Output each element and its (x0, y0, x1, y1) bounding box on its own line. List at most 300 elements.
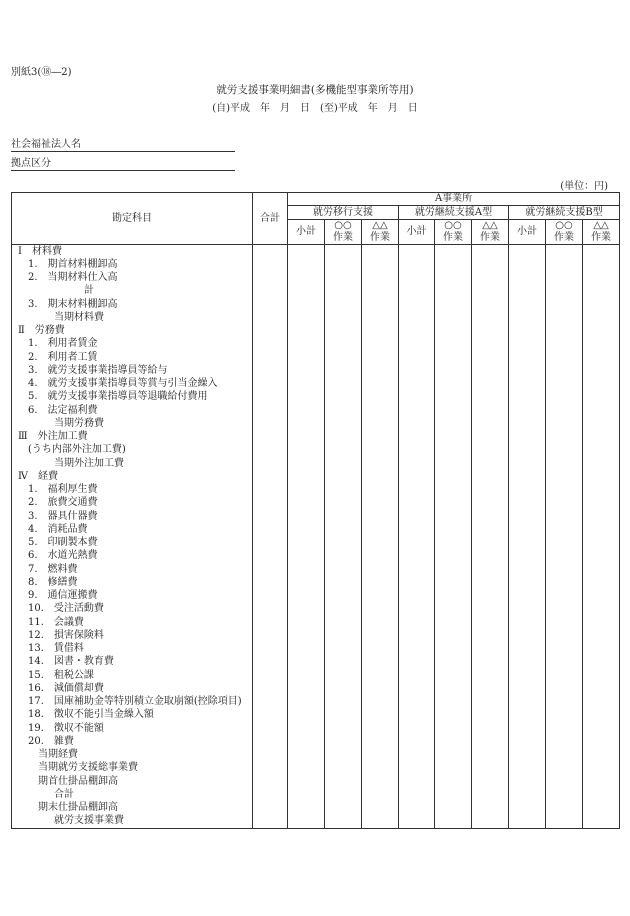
amount-cell[interactable] (546, 643, 583, 656)
amount-cell[interactable] (435, 643, 472, 656)
amount-cell[interactable] (509, 431, 546, 444)
amount-cell[interactable] (435, 603, 472, 616)
amount-cell[interactable] (399, 298, 435, 311)
amount-cell[interactable] (546, 444, 583, 457)
amount-cell[interactable] (583, 364, 620, 377)
amount-cell[interactable] (288, 272, 325, 285)
amount-cell[interactable] (472, 656, 509, 669)
total-cell[interactable] (253, 245, 288, 259)
amount-cell[interactable] (288, 391, 325, 404)
amount-cell[interactable] (583, 775, 620, 788)
amount-cell[interactable] (472, 391, 509, 404)
amount-cell[interactable] (509, 285, 546, 298)
amount-cell[interactable] (546, 537, 583, 550)
amount-cell[interactable] (288, 709, 325, 722)
amount-cell[interactable] (472, 272, 509, 285)
amount-cell[interactable] (583, 762, 620, 775)
amount-cell[interactable] (325, 431, 362, 444)
amount-cell[interactable] (546, 669, 583, 682)
amount-cell[interactable] (472, 775, 509, 788)
amount-cell[interactable] (435, 788, 472, 801)
amount-cell[interactable] (509, 245, 546, 259)
amount-cell[interactable] (288, 590, 325, 603)
amount-cell[interactable] (399, 378, 435, 391)
total-cell[interactable] (253, 272, 288, 285)
amount-cell[interactable] (509, 311, 546, 324)
amount-cell[interactable] (399, 245, 435, 259)
amount-cell[interactable] (583, 616, 620, 629)
amount-cell[interactable] (509, 682, 546, 695)
amount-cell[interactable] (288, 696, 325, 709)
amount-cell[interactable] (509, 722, 546, 735)
amount-cell[interactable] (435, 497, 472, 510)
total-cell[interactable] (253, 802, 288, 815)
amount-cell[interactable] (583, 722, 620, 735)
amount-cell[interactable] (472, 749, 509, 762)
amount-cell[interactable] (546, 603, 583, 616)
amount-cell[interactable] (546, 351, 583, 364)
amount-cell[interactable] (362, 285, 399, 298)
total-cell[interactable] (253, 749, 288, 762)
amount-cell[interactable] (399, 470, 435, 483)
amount-cell[interactable] (509, 298, 546, 311)
amount-cell[interactable] (325, 285, 362, 298)
amount-cell[interactable] (325, 749, 362, 762)
amount-cell[interactable] (472, 351, 509, 364)
amount-cell[interactable] (583, 457, 620, 470)
total-cell[interactable] (253, 537, 288, 550)
amount-cell[interactable] (509, 258, 546, 271)
amount-cell[interactable] (362, 258, 399, 271)
amount-cell[interactable] (288, 735, 325, 748)
amount-cell[interactable] (362, 682, 399, 695)
amount-cell[interactable] (509, 378, 546, 391)
amount-cell[interactable] (546, 484, 583, 497)
amount-cell[interactable] (509, 404, 546, 417)
amount-cell[interactable] (362, 510, 399, 523)
amount-cell[interactable] (288, 616, 325, 629)
amount-cell[interactable] (472, 669, 509, 682)
amount-cell[interactable] (399, 510, 435, 523)
amount-cell[interactable] (435, 563, 472, 576)
amount-cell[interactable] (325, 590, 362, 603)
amount-cell[interactable] (472, 603, 509, 616)
amount-cell[interactable] (325, 576, 362, 589)
amount-cell[interactable] (362, 709, 399, 722)
amount-cell[interactable] (472, 470, 509, 483)
amount-cell[interactable] (325, 404, 362, 417)
amount-cell[interactable] (399, 815, 435, 829)
amount-cell[interactable] (509, 669, 546, 682)
amount-cell[interactable] (399, 709, 435, 722)
amount-cell[interactable] (399, 775, 435, 788)
total-cell[interactable] (253, 788, 288, 801)
amount-cell[interactable] (288, 722, 325, 735)
amount-cell[interactable] (435, 431, 472, 444)
amount-cell[interactable] (472, 682, 509, 695)
amount-cell[interactable] (362, 550, 399, 563)
amount-cell[interactable] (362, 431, 399, 444)
amount-cell[interactable] (362, 815, 399, 829)
amount-cell[interactable] (288, 245, 325, 259)
amount-cell[interactable] (435, 378, 472, 391)
amount-cell[interactable] (325, 616, 362, 629)
amount-cell[interactable] (362, 722, 399, 735)
amount-cell[interactable] (509, 696, 546, 709)
amount-cell[interactable] (583, 696, 620, 709)
total-cell[interactable] (253, 378, 288, 391)
amount-cell[interactable] (325, 470, 362, 483)
amount-cell[interactable] (435, 802, 472, 815)
amount-cell[interactable] (288, 629, 325, 642)
amount-cell[interactable] (288, 563, 325, 576)
total-cell[interactable] (253, 762, 288, 775)
total-cell[interactable] (253, 325, 288, 338)
amount-cell[interactable] (472, 550, 509, 563)
amount-cell[interactable] (362, 245, 399, 259)
amount-cell[interactable] (325, 510, 362, 523)
amount-cell[interactable] (288, 457, 325, 470)
amount-cell[interactable] (399, 788, 435, 801)
amount-cell[interactable] (362, 643, 399, 656)
amount-cell[interactable] (546, 391, 583, 404)
amount-cell[interactable] (288, 364, 325, 377)
amount-cell[interactable] (325, 643, 362, 656)
amount-cell[interactable] (399, 603, 435, 616)
amount-cell[interactable] (362, 484, 399, 497)
amount-cell[interactable] (546, 258, 583, 271)
amount-cell[interactable] (583, 788, 620, 801)
amount-cell[interactable] (325, 788, 362, 801)
amount-cell[interactable] (472, 444, 509, 457)
amount-cell[interactable] (472, 735, 509, 748)
amount-cell[interactable] (472, 576, 509, 589)
amount-cell[interactable] (472, 629, 509, 642)
amount-cell[interactable] (362, 523, 399, 536)
total-cell[interactable] (253, 563, 288, 576)
amount-cell[interactable] (362, 669, 399, 682)
amount-cell[interactable] (399, 669, 435, 682)
amount-cell[interactable] (435, 762, 472, 775)
amount-cell[interactable] (509, 603, 546, 616)
amount-cell[interactable] (362, 404, 399, 417)
amount-cell[interactable] (399, 417, 435, 430)
amount-cell[interactable] (472, 722, 509, 735)
amount-cell[interactable] (288, 669, 325, 682)
amount-cell[interactable] (472, 245, 509, 259)
amount-cell[interactable] (435, 338, 472, 351)
amount-cell[interactable] (583, 497, 620, 510)
amount-cell[interactable] (472, 537, 509, 550)
amount-cell[interactable] (546, 245, 583, 259)
total-cell[interactable] (253, 735, 288, 748)
amount-cell[interactable] (546, 523, 583, 536)
amount-cell[interactable] (362, 391, 399, 404)
amount-cell[interactable] (325, 709, 362, 722)
amount-cell[interactable] (435, 510, 472, 523)
amount-cell[interactable] (472, 762, 509, 775)
amount-cell[interactable] (546, 563, 583, 576)
amount-cell[interactable] (288, 311, 325, 324)
amount-cell[interactable] (325, 603, 362, 616)
amount-cell[interactable] (509, 643, 546, 656)
amount-cell[interactable] (583, 709, 620, 722)
amount-cell[interactable] (362, 470, 399, 483)
amount-cell[interactable] (362, 576, 399, 589)
amount-cell[interactable] (472, 643, 509, 656)
amount-cell[interactable] (435, 484, 472, 497)
amount-cell[interactable] (288, 656, 325, 669)
amount-cell[interactable] (399, 391, 435, 404)
amount-cell[interactable] (546, 788, 583, 801)
amount-cell[interactable] (288, 470, 325, 483)
amount-cell[interactable] (399, 563, 435, 576)
amount-cell[interactable] (399, 590, 435, 603)
amount-cell[interactable] (509, 802, 546, 815)
amount-cell[interactable] (362, 457, 399, 470)
amount-cell[interactable] (546, 749, 583, 762)
amount-cell[interactable] (583, 391, 620, 404)
amount-cell[interactable] (325, 298, 362, 311)
amount-cell[interactable] (325, 537, 362, 550)
total-cell[interactable] (253, 775, 288, 788)
amount-cell[interactable] (583, 484, 620, 497)
amount-cell[interactable] (325, 762, 362, 775)
amount-cell[interactable] (546, 431, 583, 444)
amount-cell[interactable] (362, 417, 399, 430)
amount-cell[interactable] (583, 245, 620, 259)
amount-cell[interactable] (399, 762, 435, 775)
amount-cell[interactable] (288, 325, 325, 338)
amount-cell[interactable] (325, 775, 362, 788)
amount-cell[interactable] (509, 576, 546, 589)
total-cell[interactable] (253, 550, 288, 563)
amount-cell[interactable] (583, 378, 620, 391)
amount-cell[interactable] (472, 484, 509, 497)
amount-cell[interactable] (325, 457, 362, 470)
total-cell[interactable] (253, 669, 288, 682)
amount-cell[interactable] (509, 497, 546, 510)
total-cell[interactable] (253, 722, 288, 735)
amount-cell[interactable] (399, 351, 435, 364)
amount-cell[interactable] (583, 537, 620, 550)
amount-cell[interactable] (325, 444, 362, 457)
amount-cell[interactable] (546, 696, 583, 709)
amount-cell[interactable] (546, 590, 583, 603)
amount-cell[interactable] (435, 245, 472, 259)
amount-cell[interactable] (546, 550, 583, 563)
amount-cell[interactable] (509, 788, 546, 801)
amount-cell[interactable] (546, 616, 583, 629)
amount-cell[interactable] (399, 682, 435, 695)
amount-cell[interactable] (288, 298, 325, 311)
amount-cell[interactable] (583, 325, 620, 338)
amount-cell[interactable] (399, 550, 435, 563)
total-cell[interactable] (253, 696, 288, 709)
amount-cell[interactable] (288, 404, 325, 417)
amount-cell[interactable] (325, 802, 362, 815)
amount-cell[interactable] (583, 563, 620, 576)
amount-cell[interactable] (362, 802, 399, 815)
amount-cell[interactable] (546, 709, 583, 722)
amount-cell[interactable] (435, 590, 472, 603)
amount-cell[interactable] (435, 735, 472, 748)
amount-cell[interactable] (399, 497, 435, 510)
amount-cell[interactable] (362, 272, 399, 285)
amount-cell[interactable] (546, 775, 583, 788)
amount-cell[interactable] (325, 629, 362, 642)
amount-cell[interactable] (362, 616, 399, 629)
amount-cell[interactable] (288, 258, 325, 271)
amount-cell[interactable] (546, 364, 583, 377)
amount-cell[interactable] (509, 629, 546, 642)
amount-cell[interactable] (325, 311, 362, 324)
amount-cell[interactable] (546, 470, 583, 483)
amount-cell[interactable] (546, 722, 583, 735)
amount-cell[interactable] (399, 749, 435, 762)
corp-name-field[interactable] (11, 138, 235, 152)
total-cell[interactable] (253, 258, 288, 271)
amount-cell[interactable] (362, 298, 399, 311)
amount-cell[interactable] (399, 325, 435, 338)
amount-cell[interactable] (546, 298, 583, 311)
amount-cell[interactable] (325, 550, 362, 563)
amount-cell[interactable] (435, 364, 472, 377)
amount-cell[interactable] (288, 285, 325, 298)
amount-cell[interactable] (509, 537, 546, 550)
total-cell[interactable] (253, 656, 288, 669)
amount-cell[interactable] (583, 311, 620, 324)
total-cell[interactable] (253, 590, 288, 603)
amount-cell[interactable] (435, 258, 472, 271)
amount-cell[interactable] (509, 775, 546, 788)
amount-cell[interactable] (546, 404, 583, 417)
amount-cell[interactable] (288, 815, 325, 829)
amount-cell[interactable] (399, 258, 435, 271)
amount-cell[interactable] (325, 325, 362, 338)
amount-cell[interactable] (546, 762, 583, 775)
amount-cell[interactable] (399, 616, 435, 629)
amount-cell[interactable] (546, 325, 583, 338)
amount-cell[interactable] (325, 258, 362, 271)
amount-cell[interactable] (472, 709, 509, 722)
amount-cell[interactable] (509, 749, 546, 762)
amount-cell[interactable] (472, 378, 509, 391)
amount-cell[interactable] (288, 523, 325, 536)
amount-cell[interactable] (509, 656, 546, 669)
amount-cell[interactable] (509, 391, 546, 404)
amount-cell[interactable] (583, 815, 620, 829)
amount-cell[interactable] (362, 537, 399, 550)
amount-cell[interactable] (583, 749, 620, 762)
amount-cell[interactable] (288, 417, 325, 430)
amount-cell[interactable] (546, 272, 583, 285)
amount-cell[interactable] (325, 351, 362, 364)
amount-cell[interactable] (509, 762, 546, 775)
amount-cell[interactable] (362, 775, 399, 788)
amount-cell[interactable] (546, 802, 583, 815)
amount-cell[interactable] (583, 404, 620, 417)
amount-cell[interactable] (509, 457, 546, 470)
amount-cell[interactable] (399, 656, 435, 669)
amount-cell[interactable] (288, 762, 325, 775)
amount-cell[interactable] (325, 656, 362, 669)
amount-cell[interactable] (399, 457, 435, 470)
amount-cell[interactable] (435, 616, 472, 629)
amount-cell[interactable] (288, 576, 325, 589)
amount-cell[interactable] (509, 351, 546, 364)
amount-cell[interactable] (325, 378, 362, 391)
amount-cell[interactable] (362, 378, 399, 391)
amount-cell[interactable] (435, 576, 472, 589)
base-division-field[interactable] (11, 157, 235, 171)
total-cell[interactable] (253, 444, 288, 457)
amount-cell[interactable] (509, 417, 546, 430)
amount-cell[interactable] (362, 325, 399, 338)
amount-cell[interactable] (435, 656, 472, 669)
amount-cell[interactable] (472, 563, 509, 576)
amount-cell[interactable] (288, 775, 325, 788)
amount-cell[interactable] (288, 550, 325, 563)
amount-cell[interactable] (435, 682, 472, 695)
amount-cell[interactable] (472, 590, 509, 603)
amount-cell[interactable] (472, 298, 509, 311)
amount-cell[interactable] (325, 417, 362, 430)
amount-cell[interactable] (472, 802, 509, 815)
amount-cell[interactable] (288, 603, 325, 616)
amount-cell[interactable] (435, 815, 472, 829)
total-cell[interactable] (253, 709, 288, 722)
amount-cell[interactable] (399, 404, 435, 417)
amount-cell[interactable] (583, 629, 620, 642)
amount-cell[interactable] (362, 603, 399, 616)
amount-cell[interactable] (325, 272, 362, 285)
amount-cell[interactable] (362, 696, 399, 709)
amount-cell[interactable] (325, 245, 362, 259)
total-cell[interactable] (253, 497, 288, 510)
amount-cell[interactable] (325, 815, 362, 829)
amount-cell[interactable] (362, 735, 399, 748)
amount-cell[interactable] (399, 484, 435, 497)
amount-cell[interactable] (583, 272, 620, 285)
amount-cell[interactable] (472, 404, 509, 417)
amount-cell[interactable] (288, 338, 325, 351)
amount-cell[interactable] (399, 696, 435, 709)
amount-cell[interactable] (288, 682, 325, 695)
amount-cell[interactable] (472, 523, 509, 536)
total-cell[interactable] (253, 338, 288, 351)
total-cell[interactable] (253, 417, 288, 430)
amount-cell[interactable] (509, 523, 546, 536)
total-cell[interactable] (253, 391, 288, 404)
amount-cell[interactable] (546, 417, 583, 430)
total-cell[interactable] (253, 523, 288, 536)
amount-cell[interactable] (435, 298, 472, 311)
amount-cell[interactable] (325, 497, 362, 510)
amount-cell[interactable] (399, 272, 435, 285)
amount-cell[interactable] (583, 351, 620, 364)
total-cell[interactable] (253, 603, 288, 616)
amount-cell[interactable] (546, 576, 583, 589)
total-cell[interactable] (253, 364, 288, 377)
amount-cell[interactable] (435, 550, 472, 563)
amount-cell[interactable] (435, 709, 472, 722)
amount-cell[interactable] (583, 510, 620, 523)
amount-cell[interactable] (435, 696, 472, 709)
amount-cell[interactable] (472, 815, 509, 829)
amount-cell[interactable] (583, 285, 620, 298)
amount-cell[interactable] (583, 338, 620, 351)
